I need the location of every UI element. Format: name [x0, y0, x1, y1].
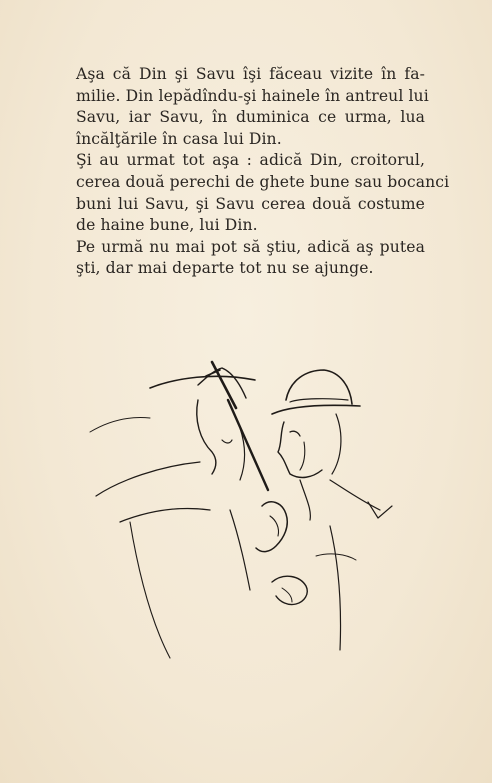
right-cheek — [300, 442, 305, 470]
right-body — [330, 526, 341, 650]
right-shoulder — [330, 480, 380, 510]
lower-hand-fingers — [282, 588, 292, 602]
text-line: buni lui Savu, şi Savu cerea două costume — [76, 194, 425, 213]
text-line: Şi au urmat tot aşa : adică Din, croitorul, — [76, 151, 425, 170]
text-line: şti, dar mai departe tot nu se ajunge. — [76, 259, 374, 278]
left-face — [197, 400, 216, 474]
left-arm — [230, 510, 250, 590]
right-back-head — [332, 414, 341, 474]
ink-sketch-illustration — [0, 340, 492, 670]
body-text — [76, 64, 450, 280]
right-hat-brim — [272, 405, 360, 414]
text-line: încălţările în casa lui Din. — [76, 129, 282, 148]
left-hat-brim — [150, 376, 255, 388]
raised-hand — [256, 502, 287, 552]
text-line: Pe urmă nu mai pot să ştiu, adică aş putea — [76, 237, 425, 256]
left-eye — [222, 440, 232, 443]
left-body — [120, 509, 210, 523]
left-shoulder — [96, 462, 200, 496]
right-eye — [290, 431, 300, 436]
text-line: Aşa că Din şi Savu îşi făceau vizite în fa- — [76, 65, 425, 83]
left-staff-line — [228, 400, 268, 490]
text-line: de haine bune, lui Din. — [76, 216, 258, 235]
text-line: Savu, iar Savu, în duminica ce urma, lua — [76, 108, 425, 127]
hand-fingers — [270, 516, 279, 536]
text-line: cerea două perechi de ghete bune sau bocanci — [76, 172, 450, 191]
lower-hand — [272, 576, 307, 604]
right-hat-band — [290, 399, 348, 402]
left-arm-sweep — [90, 418, 150, 432]
left-torso — [130, 522, 170, 658]
right-collar — [300, 480, 310, 520]
text-line: milie. Din lepădîndu-şi hainele în antreul lui — [76, 86, 429, 105]
